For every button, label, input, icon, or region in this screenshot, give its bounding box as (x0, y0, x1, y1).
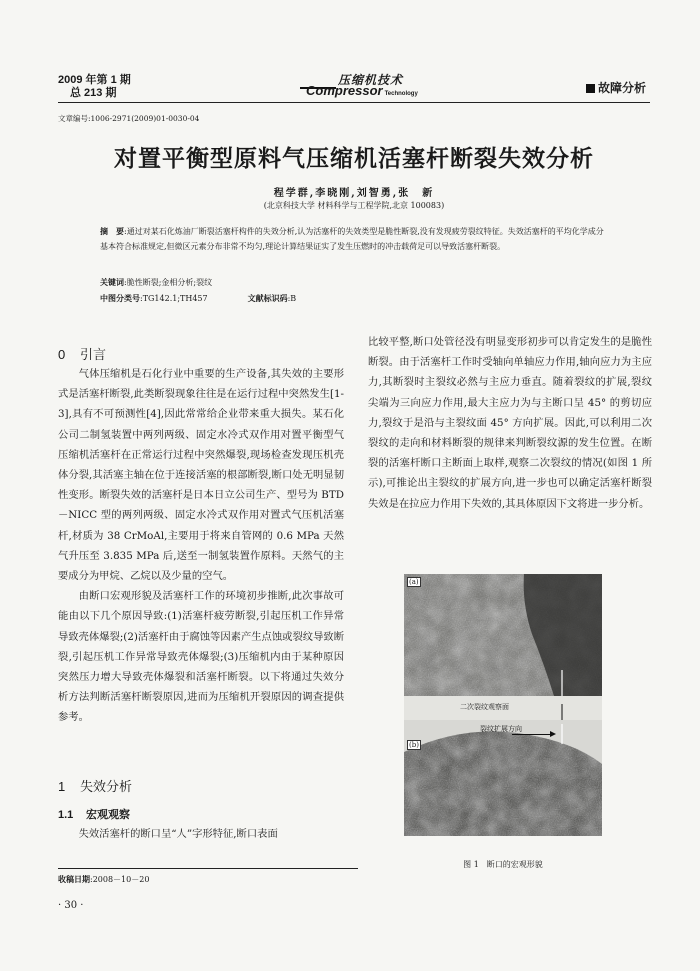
square-icon (586, 84, 595, 93)
doc-code-text: :B (287, 294, 297, 303)
panel-b-label: (b) (409, 741, 419, 749)
authors: 程学群,李晓刚,刘智勇,张 新 (273, 188, 435, 199)
article-title: 对置平衡型原料气压缩机活塞杆断裂失效分析 (114, 145, 594, 172)
paragraph: 由断口宏观形貌及活塞杆工作的环境初步推断,此次事故可能由以下几个原因导致:(1)活塞杆疲劳断裂,引起压机工作异常导致壳体爆裂;(2)活塞杆由于腐蚀等因素产生点蚀或裂纹导致断裂,引起压机工作异常导致壳体爆裂;(3)压缩机内由于某种原因突然压力增大导致壳体爆裂和活塞杆断裂。以下将通过失效分析方法判断活塞杆断裂原因,进而为压缩机开裂原因的调查提供参考。 (58, 590, 344, 724)
clc-label: 中图分类号 (100, 294, 140, 303)
issue-line-2: 总 213 期 (70, 87, 117, 99)
affiliation: (北京科技大学 材料科学与工程学院,北京 100083) (263, 201, 445, 210)
issue-info (58, 74, 131, 100)
paragraph: 失效活塞杆的断口呈“人”字形特征,断口表面 (78, 828, 278, 840)
left-column (58, 364, 344, 728)
figure-1 (404, 574, 602, 836)
right-column (368, 332, 652, 514)
section-tag-label: 故障分析 (597, 81, 646, 95)
received-label: 收稿日期 (58, 875, 90, 884)
abstract-label: 摘 要 (100, 227, 124, 236)
section-number: 0 (58, 347, 66, 362)
journal-name-en (306, 83, 418, 98)
issue-line-1: 2009 年第 1 期 (58, 74, 131, 86)
subsection-heading-macro (58, 806, 130, 822)
arrow-shaft (512, 734, 552, 735)
panel-a-label: (a) (409, 578, 419, 586)
clc-text: :TG142.1;TH457 (140, 294, 208, 303)
abstract (100, 224, 610, 254)
subsection-title: 宏观观察 (86, 809, 130, 821)
article-number: 文章编号:1006-2971(2009)01-0030-04 (58, 114, 200, 123)
paragraph: 气体压缩机是石化行业中重要的生产设备,其失效的主要形式是活塞杆断裂,此类断裂现象往往是在运行过程中突然发生[1-3],具有不可预测性[4],因此常常给企业带来重大损失。某石化公司二制氢装置中两列两级、固定水冷式双作用对置平衡型气压缩机活塞杆在正常运行过程中突然爆裂,现场检查发现压机壳体分裂,其活塞主轴在位于连接活塞的根部断裂,断口处无明显韧性变形。断裂失效的活塞杆是日本日立公司生产、型号为 BTD－NICC 型的两列两级、固定水冷式双作用对置式气压机活塞杆,材质为 38 CrMoAl,主要用于将来自管网的 0.6 MPa 天然气升压至 3.835 MPa 后,送至一制氢装置作原料。天然气的主要成分为甲烷、乙烷以及少量的空气。 (58, 368, 344, 583)
arrow-right-icon (550, 731, 556, 737)
journal-name-en-main: Compressor (306, 83, 383, 98)
footnote-rule (58, 868, 358, 869)
figure-caption: 图 1 断口的宏观形貌 (463, 860, 543, 869)
journal-name-cn: 压缩机技术 (338, 73, 404, 87)
doc-code-label: 文献标识码 (247, 294, 288, 303)
subsection-number: 1.1 (58, 809, 74, 821)
section-title: 引言 (80, 347, 107, 362)
journal-logo (300, 71, 420, 105)
abstract-text: :通过对某石化炼油厂断裂活塞杆构件的失效分析,认为活塞杆的失效类型是脆性断裂,没有发现疲劳裂纹特征。失效活塞杆的平均化学成分基本符合标准规定,但微区元素分布非常不均匀,理论计算结果证实了发生压燃时的冲击载荷足可以导致活塞杆断裂。 (100, 227, 604, 251)
paragraph: 比较平整,断口处管径没有明显变形初步可以肯定发生的是脆性断裂。由于活塞杆工作时受轴向单轴应力作用,轴向应力为主应力,其断裂时主裂纹必然与主应力垂直。随着裂纹的扩展,裂纹尖端为三向应力作用,最大主应力为与主断口呈 45° 的剪切应力,裂纹于是沿与主裂纹面 45° 方向扩展。因此,可以利用二次裂纹的走向和材料断裂的规律来判断裂纹源的发生位置。在断裂的活塞杆断口主断面上取样,观察二次裂纹的情况(如图 1 所示),可推论出主裂纹的扩展方向,进一步也可以确定活塞杆断裂失效是在拉应力作用下失效的,其具体原因下文将进一步分析。 (368, 336, 652, 510)
section-title: 失效分析 (80, 779, 133, 794)
header-rule (58, 102, 650, 103)
annotation-crack-direction: 裂纹扩展方向 (480, 725, 522, 733)
annotation-observation-plane: 二次裂纹观察面 (460, 703, 509, 711)
received-text: :2008－10－20 (90, 875, 150, 884)
received-date (58, 874, 149, 885)
keywords (100, 277, 212, 288)
section-number: 1 (58, 779, 66, 794)
classification (100, 293, 296, 304)
keywords-text: :脆性断裂;金相分析;裂纹 (124, 278, 213, 287)
section-tag (586, 79, 646, 96)
keywords-label: 关键词 (100, 278, 124, 287)
section-heading-failure-analysis (58, 776, 132, 795)
page-number: · 30 · (58, 900, 84, 911)
journal-name-en-small: Technology (384, 91, 418, 97)
macro-paragraph (58, 824, 344, 844)
section-heading-intro (58, 344, 106, 363)
